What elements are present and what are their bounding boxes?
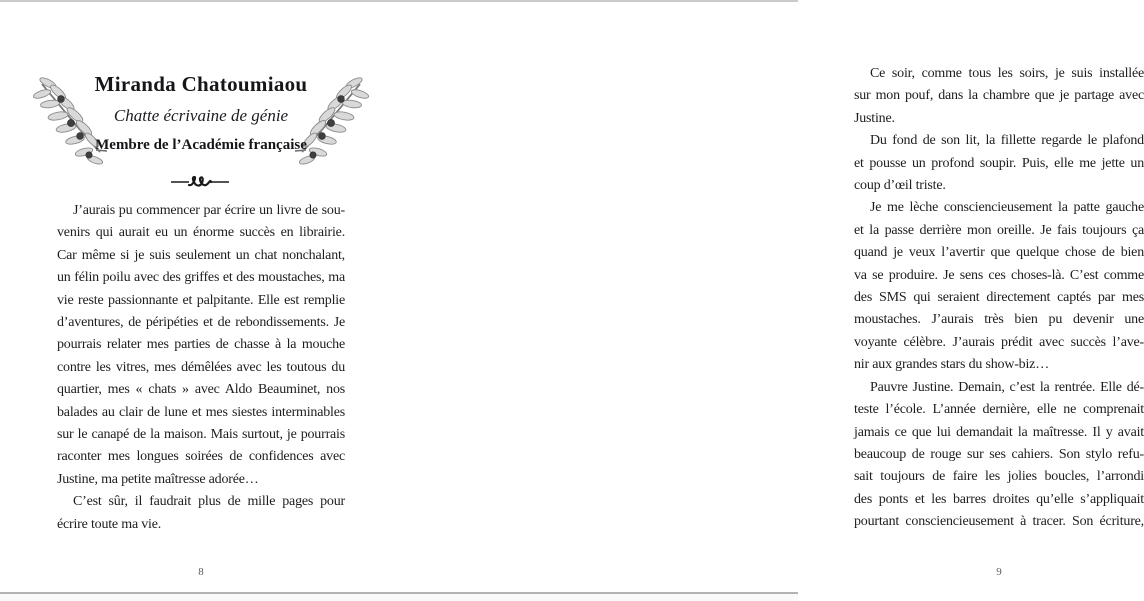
text-line: balades au clair de lune et mes siestes interminables bbox=[57, 404, 345, 420]
text-line: Ce soir, comme tous les soirs, je suis installée bbox=[870, 66, 1144, 81]
text-line: sait toujours de faire les jolies boucles, l’arrondi bbox=[854, 469, 1144, 485]
text-line: sur le canapé de la maison. Mais surtout, je pourrais bbox=[57, 427, 345, 443]
text-line: jamais ce que lui demandait la maîtresse. Il y avait bbox=[854, 424, 1144, 440]
author-role: Chatte écrivaine de génie bbox=[113, 106, 289, 125]
text-line: Justine, ma petite maîtresse adorée… bbox=[57, 471, 259, 487]
text-line: Pauvre Justine. Demain, c’est la rentrée. Elle dé- bbox=[870, 379, 1144, 395]
text-line: des SMS qui seraient directement captés par mes bbox=[854, 290, 1144, 306]
text-line: venirs qui aurait eu un énorme succès en librairie. bbox=[57, 225, 345, 241]
text-line: Car même si je suis seulement un chat nonchalant, bbox=[57, 247, 345, 263]
right-page-body bbox=[854, 63, 1144, 534]
text-line: coup d’œil triste. bbox=[854, 178, 946, 194]
text-line: va se produire. Je sens ces choses-là. C’est comme bbox=[854, 267, 1144, 283]
text-line: pourtant consciencieusement à tracer. Son écriture, bbox=[854, 514, 1144, 530]
text-line: moustaches. J’aurais très bien pu devenir une bbox=[854, 312, 1144, 328]
text-line: J’aurais pu commencer par écrire un livre de sou- bbox=[73, 203, 345, 218]
author-affiliation: Membre de l’Académie française bbox=[95, 137, 307, 153]
text-line: et pousse un profond soupir. Puis, elle me jette un bbox=[854, 155, 1144, 171]
text-line: pourrais relater mes parties de chasse à la mouche bbox=[57, 337, 345, 353]
text-line: contre les vitres, mes démêlées avec les toutous du bbox=[57, 359, 345, 375]
page-number-left: 8 bbox=[198, 566, 204, 578]
left-page-body bbox=[57, 200, 345, 536]
text-line: et la passe derrière mon oreille. Je fais toujours ça bbox=[854, 222, 1144, 238]
text-line: voyante célèbre. J’aurais prédit avec succès l’ave- bbox=[854, 334, 1144, 350]
text-line: Je me lèche consciencieusement la patte gauche bbox=[870, 200, 1144, 216]
text-line: beaucoup de rouge sur ses cahiers. Son stylo refu- bbox=[854, 446, 1144, 462]
text-line: quartier, mes « chats » avec Aldo Beauminet, nos bbox=[57, 382, 345, 398]
text-line: quand je veux l’avertir que quelque chose de bien bbox=[854, 245, 1144, 261]
below-page-strip bbox=[0, 594, 798, 601]
text-line: Du fond de son lit, la fillette regarde le plafond bbox=[870, 133, 1144, 149]
rope-twist-divider-icon bbox=[170, 174, 230, 190]
text-line: vie reste passionnante et palpitante. Elle est remplie bbox=[57, 292, 345, 308]
author-name: Miranda Chatoumiaou bbox=[94, 72, 308, 96]
page-left bbox=[0, 0, 399, 601]
text-line: écrire toute ma vie. bbox=[57, 516, 162, 532]
text-line: teste l’école. L’année dernière, elle ne comprenait bbox=[854, 402, 1144, 418]
text-line: nir aux grandes stars du show-biz… bbox=[854, 357, 1049, 373]
text-line: un félin poilu avec des griffes et des moustaches, ma bbox=[57, 270, 345, 286]
text-line: des ponts et les barres droites qu’elle s’appliquait bbox=[854, 491, 1144, 507]
text-line: C’est sûr, il faudrait plus de mille pages pour bbox=[73, 494, 345, 510]
text-line: Justine. bbox=[854, 110, 895, 126]
page-number-right: 9 bbox=[996, 566, 1002, 578]
text-line: sur mon pouf, dans la chambre que je partage avec bbox=[854, 88, 1144, 104]
text-line: raconter mes longues soirées de confidences avec bbox=[57, 449, 345, 465]
page-right bbox=[399, 0, 1144, 601]
text-line: d’aventures, de péripéties et de rebondissements. Je bbox=[57, 315, 345, 331]
